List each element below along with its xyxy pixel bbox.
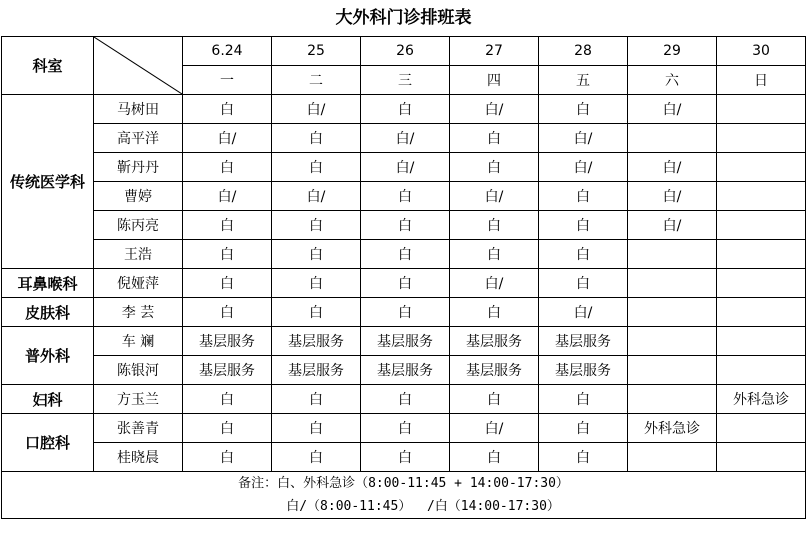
shift-cell: 白 [272, 211, 361, 240]
shift-cell: 基层服务 [450, 327, 539, 356]
shift-cell: 白 [361, 240, 450, 269]
table-row [2, 153, 806, 182]
date-header: 30 [717, 37, 806, 66]
shift-cell: 白/ [539, 153, 628, 182]
shift-cell [717, 298, 806, 327]
shift-cell [717, 240, 806, 269]
shift-cell: 白/ [361, 153, 450, 182]
shift-cell: 白 [450, 240, 539, 269]
table-row [2, 443, 806, 472]
doctor-name-cell: 张善青 [94, 414, 183, 443]
shift-cell: 白/ [272, 182, 361, 211]
shift-cell: 基层服务 [539, 327, 628, 356]
shift-cell: 基层服务 [272, 356, 361, 385]
shift-cell: 白 [183, 414, 272, 443]
weekday-header: 日 [717, 66, 806, 95]
page-title: 大外科门诊排班表 [335, 8, 472, 28]
shift-cell: 白 [450, 124, 539, 153]
shift-cell: 白 [183, 153, 272, 182]
header-row-dates [2, 37, 806, 66]
shift-cell [717, 443, 806, 472]
shift-cell: 基层服务 [183, 327, 272, 356]
shift-cell [628, 327, 717, 356]
doctor-name-cell: 方玉兰 [94, 385, 183, 414]
date-header: 25 [272, 37, 361, 66]
shift-cell: 白 [450, 211, 539, 240]
shift-cell [628, 385, 717, 414]
shift-cell [628, 124, 717, 153]
department-cell: 普外科 [2, 327, 94, 385]
date-header: 29 [628, 37, 717, 66]
shift-cell: 白/ [450, 269, 539, 298]
dept-header: 科室 [2, 37, 94, 95]
table-row [2, 327, 806, 356]
schedule-table [1, 36, 806, 519]
doctor-name-cell: 靳丹丹 [94, 153, 183, 182]
shift-cell [717, 95, 806, 124]
shift-cell: 白/ [361, 124, 450, 153]
shift-cell: 白 [539, 385, 628, 414]
diagonal-line [94, 37, 182, 94]
doctor-name-cell: 李 芸 [94, 298, 183, 327]
shift-cell: 白 [183, 269, 272, 298]
shift-cell: 白 [361, 269, 450, 298]
department-cell: 口腔科 [2, 414, 94, 472]
shift-cell [717, 269, 806, 298]
shift-cell [717, 356, 806, 385]
shift-cell: 白 [183, 95, 272, 124]
table-row [2, 269, 806, 298]
shift-cell: 基层服务 [361, 356, 450, 385]
notes-line: 白/（8:00-11:45） /白（14:00-17:30） [247, 499, 560, 514]
shift-cell [717, 414, 806, 443]
table-row [2, 298, 806, 327]
date-header: 28 [539, 37, 628, 66]
shift-cell: 白 [539, 240, 628, 269]
table-row [2, 182, 806, 211]
shift-cell [628, 443, 717, 472]
table-row [2, 124, 806, 153]
shift-cell: 白 [183, 443, 272, 472]
shift-cell: 白/ [183, 124, 272, 153]
shift-cell: 白 [361, 298, 450, 327]
doctor-name-cell: 桂晓晨 [94, 443, 183, 472]
doctor-name-cell: 高平洋 [94, 124, 183, 153]
weekday-header: 一 [183, 66, 272, 95]
shift-cell: 白 [539, 269, 628, 298]
shift-cell: 基层服务 [272, 327, 361, 356]
doctor-name-cell: 倪娅萍 [94, 269, 183, 298]
department-cell: 耳鼻喉科 [2, 269, 94, 298]
table-row [2, 356, 806, 385]
doctor-name-cell: 陈银河 [94, 356, 183, 385]
diagonal-header-cell [94, 37, 183, 95]
table-row [2, 414, 806, 443]
shift-cell: 白/ [272, 95, 361, 124]
shift-cell: 基层服务 [539, 356, 628, 385]
shift-cell: 基层服务 [450, 356, 539, 385]
weekday-header: 六 [628, 66, 717, 95]
shift-cell: 白 [272, 385, 361, 414]
shift-cell: 白 [272, 414, 361, 443]
shift-cell: 白/ [450, 414, 539, 443]
shift-cell: 白/ [628, 182, 717, 211]
shift-cell [628, 298, 717, 327]
shift-cell: 白 [272, 153, 361, 182]
shift-cell: 白 [450, 385, 539, 414]
shift-cell: 白 [450, 443, 539, 472]
shift-cell: 白 [539, 211, 628, 240]
shift-cell: 白/ [539, 298, 628, 327]
doctor-name-cell: 曹婷 [94, 182, 183, 211]
shift-cell: 白/ [183, 182, 272, 211]
table-row [2, 240, 806, 269]
weekday-header: 五 [539, 66, 628, 95]
notes-row [2, 472, 806, 519]
weekday-header: 三 [361, 66, 450, 95]
shift-cell: 基层服务 [361, 327, 450, 356]
shift-cell: 外科急诊 [628, 414, 717, 443]
weekday-header: 四 [450, 66, 539, 95]
shift-cell [717, 327, 806, 356]
table-row [2, 385, 806, 414]
shift-cell: 白 [361, 414, 450, 443]
department-cell: 妇科 [2, 385, 94, 414]
shift-cell: 白/ [539, 124, 628, 153]
shift-cell: 白/ [450, 95, 539, 124]
shift-cell: 白 [539, 95, 628, 124]
shift-cell: 白 [450, 153, 539, 182]
shift-cell: 白 [361, 182, 450, 211]
department-cell: 传统医学科 [2, 95, 94, 269]
shift-cell: 白 [272, 124, 361, 153]
doctor-name-cell: 马树田 [94, 95, 183, 124]
doctor-name-cell: 车 斓 [94, 327, 183, 356]
date-header: 6.24 [183, 37, 272, 66]
shift-cell: 外科急诊 [717, 385, 806, 414]
shift-cell: 白 [183, 298, 272, 327]
shift-cell: 白 [272, 269, 361, 298]
shift-cell: 白 [183, 211, 272, 240]
shift-cell: 白 [272, 443, 361, 472]
shift-cell: 白 [361, 443, 450, 472]
shift-cell [717, 124, 806, 153]
shift-cell [628, 356, 717, 385]
doctor-name-cell: 陈丙亮 [94, 211, 183, 240]
weekday-header: 二 [272, 66, 361, 95]
shift-cell: 白 [183, 385, 272, 414]
table-row [2, 95, 806, 124]
table-row [2, 211, 806, 240]
shift-cell [717, 182, 806, 211]
shift-cell [628, 269, 717, 298]
department-cell: 皮肤科 [2, 298, 94, 327]
shift-cell [717, 211, 806, 240]
notes-cell [2, 472, 806, 519]
shift-cell: 白 [361, 95, 450, 124]
shift-cell: 白/ [628, 95, 717, 124]
shift-cell: 基层服务 [183, 356, 272, 385]
shift-cell: 白 [539, 414, 628, 443]
doctor-name-cell: 王浩 [94, 240, 183, 269]
shift-cell: 白 [272, 298, 361, 327]
shift-cell: 白/ [450, 182, 539, 211]
shift-cell: 白/ [628, 153, 717, 182]
notes-line: 备注：白、外科急诊（8:00-11:45 + 14:00-17:30） [238, 476, 569, 491]
shift-cell: 白 [539, 182, 628, 211]
shift-cell: 白 [361, 211, 450, 240]
date-header: 27 [450, 37, 539, 66]
date-header: 26 [361, 37, 450, 66]
shift-cell [717, 153, 806, 182]
shift-cell: 白 [361, 385, 450, 414]
shift-cell: 白 [539, 443, 628, 472]
shift-cell: 白 [272, 240, 361, 269]
shift-cell [628, 240, 717, 269]
shift-cell: 白/ [628, 211, 717, 240]
shift-cell: 白 [450, 298, 539, 327]
shift-cell: 白 [183, 240, 272, 269]
